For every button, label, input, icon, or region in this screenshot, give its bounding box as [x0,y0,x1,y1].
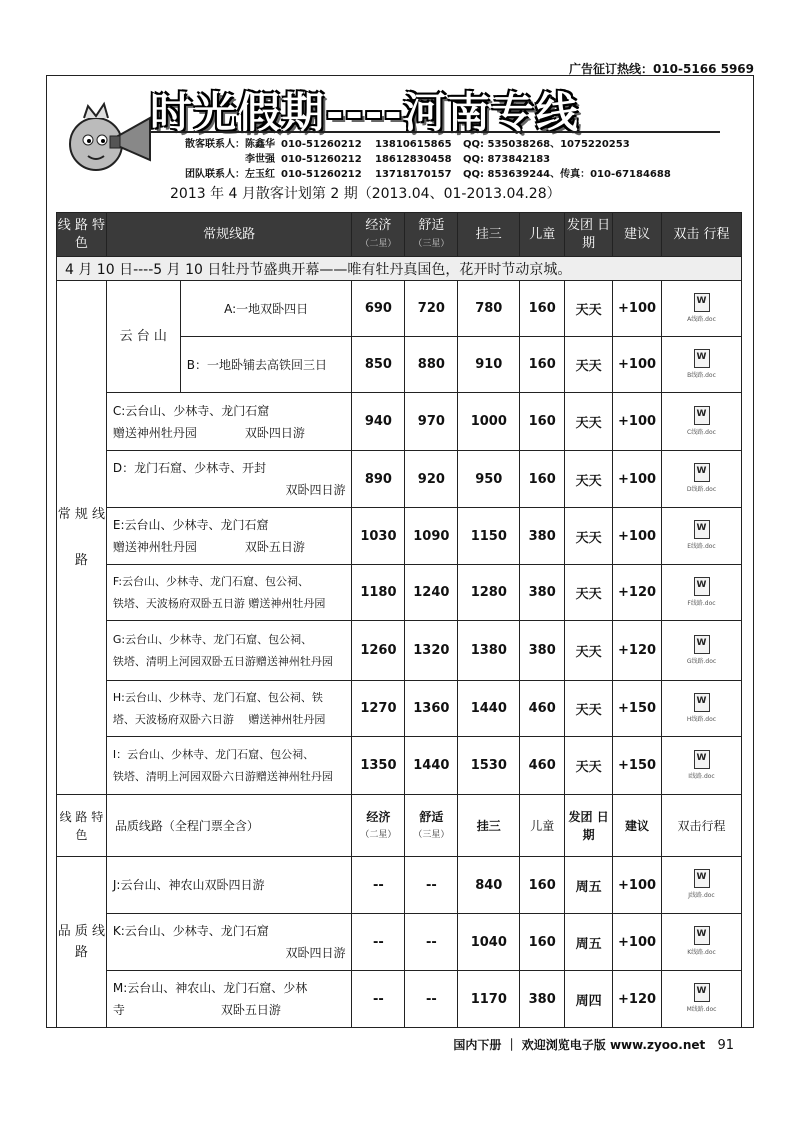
route-extra: 赠送神州牡丹园 双卧四日游 [112,425,305,440]
child-price: 160 [520,337,565,393]
route-name [106,971,352,1028]
route-name [106,393,352,451]
doc-filename: M线路.doc [686,1006,717,1013]
econ-price: 940 [352,393,405,451]
word-doc-icon [694,349,710,368]
child-price: 160 [520,857,565,914]
child-price: 460 [520,681,565,737]
itinerary-doc-link[interactable] [675,926,729,957]
route-extra: 铁塔、天波杨府双卧五日游 赠送神州牡丹园 [112,596,326,610]
suggest-markup: +120 [613,621,662,681]
econ-price: 1260 [352,621,405,681]
comfort-price: -- [405,857,458,914]
doc-filename: B线路.doc [687,371,716,379]
suggest-markup: +100 [613,508,662,565]
econ-price: 890 [352,451,405,508]
q-col-comfort-label: 舒适 [419,809,444,824]
child-price: 160 [520,393,565,451]
depart-day: 天天 [565,681,613,737]
econ-price: -- [352,971,405,1028]
doc-filename: E线路.doc [687,543,716,550]
q-col-hang3: 挂三 [458,795,520,857]
col-econ-sub: （二星） [360,238,397,249]
itinerary-cell [662,857,742,914]
col-econ [352,213,405,257]
q-col-depart: 发团 日期 [565,795,613,857]
table-row [57,681,742,737]
route-extra: 铁塔、清明上河园双卧五日游赠送神州牡丹园 [112,654,333,668]
plan-subtitle: 2013 年 4 月散客计划第 2 期（2013.04、01-2013.04.28） [170,186,561,202]
route-title: M:云台山、神农山、龙门石窟、少林 [112,981,308,995]
col-suggest: 建议 [613,213,662,257]
doc-filename: C线路.doc [687,428,716,436]
hang3-price: 1280 [458,565,520,621]
route-name [106,681,352,737]
col-depart: 发团 日期 [565,213,613,257]
table-row [57,971,742,1028]
route-table [56,212,742,1028]
hang3-price: 1000 [458,393,520,451]
quality-header-row [57,795,742,857]
route-extra: 双卧四日游 [285,483,346,497]
itinerary-doc-link[interactable] [675,349,729,380]
col-hang3: 挂三 [458,213,520,257]
route-name [106,565,352,621]
q-col-quality: 品质线路（全程门票全含） [106,795,352,857]
peony-banner-row [57,257,742,281]
contact-phone: 010-51260212 [281,154,362,165]
comfort-price: 920 [405,451,458,508]
itinerary-cell [662,621,742,681]
suggest-markup: +100 [613,337,662,393]
q-col-econ-label: 经济 [366,809,391,824]
suggest-markup: +120 [613,971,662,1028]
depart-day: 天天 [565,565,613,621]
itinerary-doc-link[interactable] [675,983,729,1014]
depart-day: 天天 [565,508,613,565]
itinerary-doc-link[interactable] [675,869,729,900]
table-row [57,621,742,681]
doc-filename: K线路.doc [687,949,716,956]
depart-day: 天天 [565,337,613,393]
itinerary-doc-link[interactable] [675,577,729,608]
doc-filename: H线路.doc [686,715,717,723]
q-col-dblclick: 双击行程 [662,795,742,857]
comfort-price: 1440 [405,737,458,795]
suggest-markup: +150 [613,681,662,737]
route-title: H:云台山、少林寺、龙门石窟、包公祠、铁 [112,690,323,704]
route-name [106,737,352,795]
contact-mobile: 13718170157 [375,169,452,180]
hang3-price: 950 [458,451,520,508]
route-title: G:云台山、少林寺、龙门石窟、包公祠、 [112,632,313,646]
contact-row [150,137,763,152]
child-price: 460 [520,737,565,795]
footer-text: 国内下册 ｜ 欢迎浏览电子版 www.zyoo.net [453,1038,706,1052]
child-price: 380 [520,565,565,621]
route-title: F:云台山、少林寺、龙门石窟、包公祠、 [112,574,310,588]
table-header-row [57,213,742,257]
col-comfort-label: 舒适 [418,217,445,233]
table-row [57,565,742,621]
col-comfort-sub: （三星） [413,238,450,249]
itinerary-cell [662,393,742,451]
suggest-markup: +100 [613,857,662,914]
comfort-price: 1320 [405,621,458,681]
suggest-markup: +100 [613,281,662,337]
depart-day: 天天 [565,393,613,451]
hang3-price: 1040 [458,914,520,971]
econ-price: 850 [352,337,405,393]
contact-row [150,152,763,167]
hang3-price: 1440 [458,681,520,737]
route-name [106,621,352,681]
page-title: 时光假期----河南专线 [150,88,580,137]
itinerary-doc-link[interactable] [675,293,729,324]
q-col-child: 儿童 [520,795,565,857]
quality-category: 品 质 线 路 [57,857,107,1028]
word-doc-icon [694,293,710,312]
comfort-price: 880 [405,337,458,393]
word-doc-icon [694,463,710,482]
hang3-price: 840 [458,857,520,914]
word-doc-icon [694,693,710,712]
itinerary-doc-link[interactable] [675,635,729,666]
col-regular: 常规线路 [106,213,352,257]
comfort-price: 1240 [405,565,458,621]
route-name: B：一地卧铺去高铁回三日 [180,337,352,393]
route-title: C:云台山、少林寺、龙门石窟 [112,403,270,418]
route-title: K:云台山、少林寺、龙门石窟 [112,924,269,938]
itinerary-cell [662,281,742,337]
word-doc-icon [694,406,710,425]
itinerary-doc-link[interactable] [675,750,729,781]
contact-phone: 010-51260212 [281,169,362,180]
q-col-suggest: 建议 [613,795,662,857]
comfort-price: 1090 [405,508,458,565]
route-title: I：云台山、少林寺、龙门石窟、包公祠、 [112,747,315,761]
route-name [106,508,352,565]
col-dblclick: 双击 行程 [662,213,742,257]
hang3-price: 1150 [458,508,520,565]
route-extra: 寺 双卧五日游 [112,1003,281,1017]
hang3-price: 1170 [458,971,520,1028]
econ-price: 1270 [352,681,405,737]
child-price: 380 [520,621,565,681]
word-doc-icon [694,926,710,945]
contact-block [150,137,763,182]
child-price: 380 [520,971,565,1028]
word-doc-icon [694,635,710,654]
word-doc-icon [694,750,710,769]
suggest-markup: +150 [613,737,662,795]
itinerary-doc-link[interactable] [675,520,729,551]
itinerary-cell [662,971,742,1028]
econ-price: -- [352,914,405,971]
table-row [57,393,742,451]
route-extra: 塔、天波杨府双卧六日游 赠送神州牡丹园 [112,712,326,726]
itinerary-doc-link[interactable] [675,693,729,724]
econ-price: 1030 [352,508,405,565]
route-title: J:云台山、神农山双卧四日游 [112,878,265,892]
comfort-price: 720 [405,281,458,337]
word-doc-icon [694,869,710,888]
itinerary-cell [662,565,742,621]
itinerary-doc-link[interactable] [675,406,729,437]
comfort-price: -- [405,914,458,971]
child-price: 160 [520,281,565,337]
child-price: 160 [520,914,565,971]
itinerary-cell [662,451,742,508]
doc-filename: J线路.doc [688,892,715,899]
col-econ-label: 经济 [365,217,392,233]
contact-extra: QQ: 873842183 [463,154,551,165]
page-footer [453,1036,734,1053]
col-route-feature: 线 路 特色 [57,213,107,257]
depart-day: 天天 [565,621,613,681]
word-doc-icon [694,520,710,539]
suggest-markup: +100 [613,451,662,508]
comfort-price: 1360 [405,681,458,737]
contact-row [150,167,763,182]
q-col-comfort [405,795,458,857]
q-col-comfort-sub: （三星） [413,829,450,840]
page-number: 91 [717,1038,734,1053]
depart-day: 天天 [565,737,613,795]
suggest-markup: +100 [613,914,662,971]
route-name [106,451,352,508]
itinerary-cell [662,914,742,971]
word-doc-icon [694,983,710,1002]
title-divider [150,131,720,133]
econ-price: 690 [352,281,405,337]
ad-hotline: 广告征订热线：010-5166 5969 [568,62,754,76]
depart-day: 周五 [565,914,613,971]
doc-filename: A线路.doc [687,315,716,323]
table-row [57,508,742,565]
table-row [57,737,742,795]
suggest-markup: +120 [613,565,662,621]
depart-day: 天天 [565,451,613,508]
contact-mobile: 13810615865 [375,139,452,150]
route-extra: 赠送神州牡丹园 双卧五日游 [112,540,305,554]
doc-filename: I线路.doc [688,772,715,780]
itinerary-cell [662,337,742,393]
contact-label: 散客联系人：陈鑫华 [185,139,275,150]
child-price: 160 [520,451,565,508]
econ-price: 1350 [352,737,405,795]
route-title: E:云台山、少林寺、龙门石窟 [112,518,269,532]
q-col-econ-sub: （二星） [360,829,397,840]
contact-mobile: 18612830458 [375,154,452,165]
itinerary-cell [662,681,742,737]
route-name [106,857,352,914]
hang3-price: 1380 [458,621,520,681]
hang3-price: 1530 [458,737,520,795]
depart-day: 天天 [565,281,613,337]
yuntai-group: 云 台 山 [106,281,180,393]
route-name: A:一地双卧四日 [180,281,352,337]
regular-category: 常 规 线 路 [57,281,107,795]
doc-filename: F线路.doc [687,599,716,607]
table-row [57,451,742,508]
depart-day: 周五 [565,857,613,914]
contact-extra: QQ: 535038268、1075220253 [463,139,630,150]
route-extra: 铁塔、清明上河园双卧六日游赠送神州牡丹园 [112,769,333,783]
q-col-route-feature: 线 路 特 色 [57,795,107,857]
depart-day: 周四 [565,971,613,1028]
econ-price: 1180 [352,565,405,621]
comfort-price: 970 [405,393,458,451]
mascot-megaphone-icon [62,96,158,182]
doc-filename: G线路.doc [686,657,717,665]
col-comfort [405,213,458,257]
route-title: D：龙门石窟、少林寺、开封 [112,461,267,475]
hang3-price: 780 [458,281,520,337]
comfort-price: -- [405,971,458,1028]
table-row [57,857,742,914]
route-extra: 双卧四日游 [285,946,346,960]
hang3-price: 910 [458,337,520,393]
col-child: 儿童 [520,213,565,257]
contact-extra: QQ: 853639244、传真：010-67184688 [463,169,671,180]
q-col-econ [352,795,405,857]
itinerary-doc-link[interactable] [675,463,729,494]
route-name [106,914,352,971]
econ-price: -- [352,857,405,914]
itinerary-cell [662,508,742,565]
child-price: 380 [520,508,565,565]
suggest-markup: +100 [613,393,662,451]
doc-filename: D线路.doc [686,486,717,493]
word-doc-icon [694,577,710,596]
peony-banner: 4 月 10 日----5 月 10 日牡丹节盛典开幕——唯有牡丹真国色，花开时节动京城。 [57,257,742,281]
table-row [57,281,742,337]
table-row [57,914,742,971]
contact-label: 李世强 [245,154,275,165]
itinerary-cell [662,737,742,795]
contact-label: 团队联系人：左玉红 [185,169,275,180]
contact-phone: 010-51260212 [281,139,362,150]
